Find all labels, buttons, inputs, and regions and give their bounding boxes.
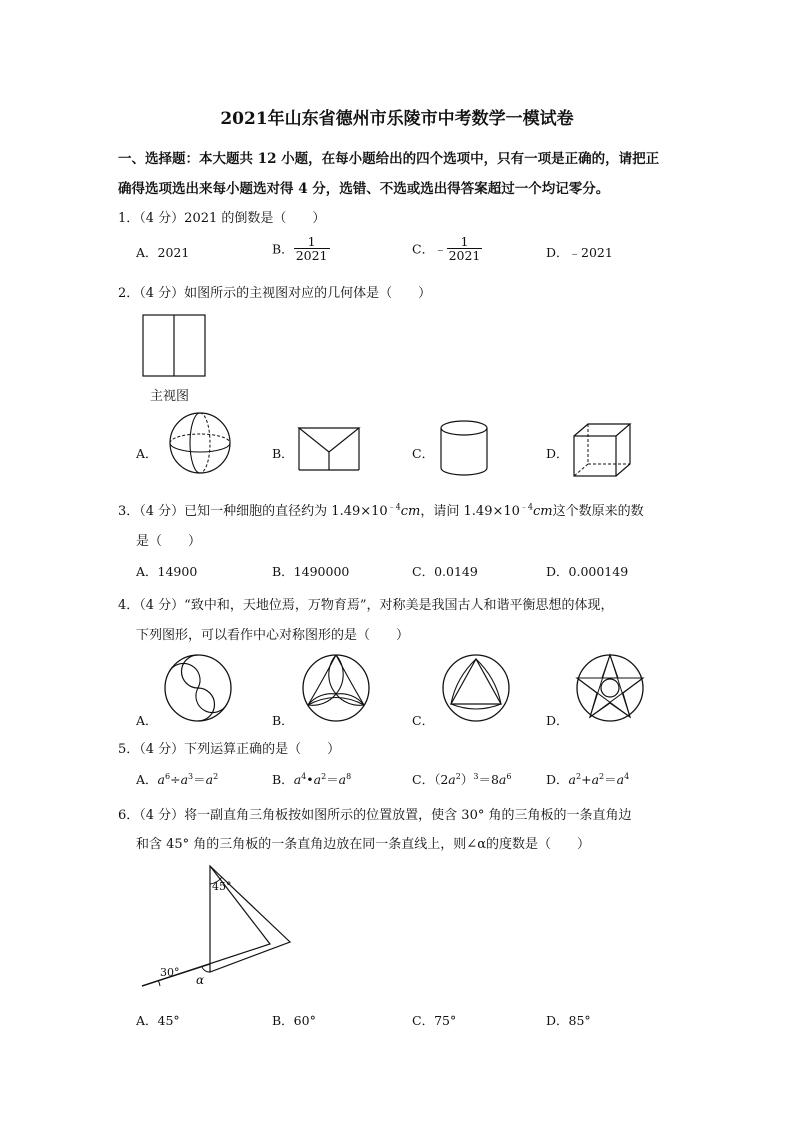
q5-option-c-label: C．	[412, 772, 435, 787]
q3-option-c: C．0.0149	[412, 564, 478, 579]
triangle-boards-figure	[138, 860, 298, 992]
question-6-line-2: 和含 45° 角的三角板的一条直角边放在同一条直线上，则∠α的度数是（ ）	[136, 837, 590, 852]
three-arc-circle-figure	[298, 650, 374, 726]
q5-option-b-expression: $a^4•a^2=a^8$	[293, 771, 352, 787]
q3-text-part-3: 这个数原来的数	[552, 504, 644, 519]
q1-c-denominator: 2021	[448, 248, 481, 264]
q3-exponent-2: ﹣4	[519, 502, 533, 512]
angle-30-label: 30°	[160, 966, 180, 979]
q3-option-b: B．1490000	[272, 564, 350, 579]
q1-option-c-label: C．﹣	[412, 241, 447, 257]
question-4-line-1: 4．（4 分）“致中和，天地位焉，万物育焉”，对称美是我国古人和谐平衡思想的体现，	[118, 598, 614, 613]
q5-option-b	[272, 770, 351, 788]
q1-b-numerator: 1	[294, 235, 330, 249]
q1-option-b	[272, 235, 330, 262]
section-header-line-1: 一、选择题：本大题共 12 小题，在每小题给出的四个选项中，只有一项是正确的，请把正	[118, 151, 660, 167]
question-1-text: 1．（4 分）2021 的倒数是（ ）	[118, 211, 326, 226]
q5-option-a-label: A．	[136, 772, 158, 787]
q5-option-c	[412, 770, 511, 788]
sphere-figure	[160, 410, 240, 476]
q3-text-part-1: 3．（4 分）已知一种细胞的直径约为 1.49×10	[118, 504, 388, 519]
cube-figure	[570, 420, 636, 480]
triangular-prism-figure	[295, 420, 365, 476]
q2-option-c: C．	[412, 446, 435, 461]
q5-option-d	[546, 770, 629, 788]
question-2-text: 2．（4 分）如图所示的主视图对应的几何体是（ ）	[118, 286, 432, 301]
q5-option-a	[136, 770, 218, 788]
q1-option-b-label: B．	[272, 241, 294, 257]
q4-option-a: A．	[136, 713, 158, 728]
q2-option-b: B．	[272, 446, 294, 461]
q4-option-b: B．	[272, 713, 294, 728]
star-in-circle-figure	[572, 650, 648, 726]
q5-option-b-label: B．	[272, 772, 294, 787]
triangle-in-circle-figure	[438, 650, 514, 726]
q1-option-c	[412, 235, 482, 262]
q3-option-a: A．14900	[136, 564, 198, 579]
q5-option-a-expression: $a^6\div a^3=a^2$	[157, 771, 219, 787]
page-title: 2021年山东省德州市乐陵市中考数学一模试卷	[220, 109, 574, 129]
q3-exponent-1: ﹣4	[387, 502, 401, 512]
q5-option-d-label: D．	[546, 772, 569, 787]
q3-unit-2: cm	[533, 504, 553, 519]
q4-option-d: D．	[546, 713, 569, 728]
q6-option-a: A．45°	[136, 1013, 180, 1028]
q6-option-b: B．60°	[272, 1013, 316, 1028]
q4-option-c: C．	[412, 713, 435, 728]
q6-option-c: C．75°	[412, 1013, 457, 1028]
alpha-label: α	[196, 973, 205, 987]
angle-45-label: 45°	[212, 880, 232, 893]
question-6-line-1: 6．（4 分）将一副直角三角板按如图所示的位置放置，使含 30° 角的三角板的一条直角边	[118, 808, 632, 823]
question-5-text: 5．（4 分）下列运算正确的是（ ）	[118, 742, 341, 757]
front-view-caption: 主视图	[150, 389, 190, 404]
q2-option-d: D．	[546, 446, 569, 461]
q1-option-c-fraction	[447, 235, 483, 262]
cylinder-figure	[436, 418, 492, 480]
q5-option-d-expression: $a^2+a^2=a^4$	[568, 771, 630, 787]
q1-b-denominator: 2021	[295, 248, 328, 264]
q1-c-numerator: 1	[447, 235, 483, 249]
q3-option-d: D．0.000149	[546, 564, 629, 579]
swirl-circle-figure	[160, 650, 236, 726]
question-3-line-2: 是（ ）	[136, 534, 202, 549]
q2-option-a: A．	[136, 446, 158, 461]
q1-option-d: D．﹣2021	[546, 245, 613, 260]
q6-option-d: D．85°	[546, 1013, 591, 1028]
q3-text-part-2: ，请问 1.49×10	[420, 504, 520, 519]
q1-option-b-fraction	[294, 235, 330, 262]
q3-unit-1: cm	[400, 504, 421, 519]
q5-option-c-expression: $(2a^2)^3=8a^6$	[434, 771, 512, 787]
section-header-line-2: 确得选项选出来每小题选对得 4 分，选错、不选或选出得答案超过一个均记零分。	[118, 181, 610, 197]
question-4-line-2: 下列图形，可以看作中心对称图形的是（ ）	[136, 628, 410, 643]
front-view-figure	[141, 313, 207, 379]
question-3-line-1	[118, 500, 644, 519]
q1-option-a: A．2021	[136, 245, 190, 260]
